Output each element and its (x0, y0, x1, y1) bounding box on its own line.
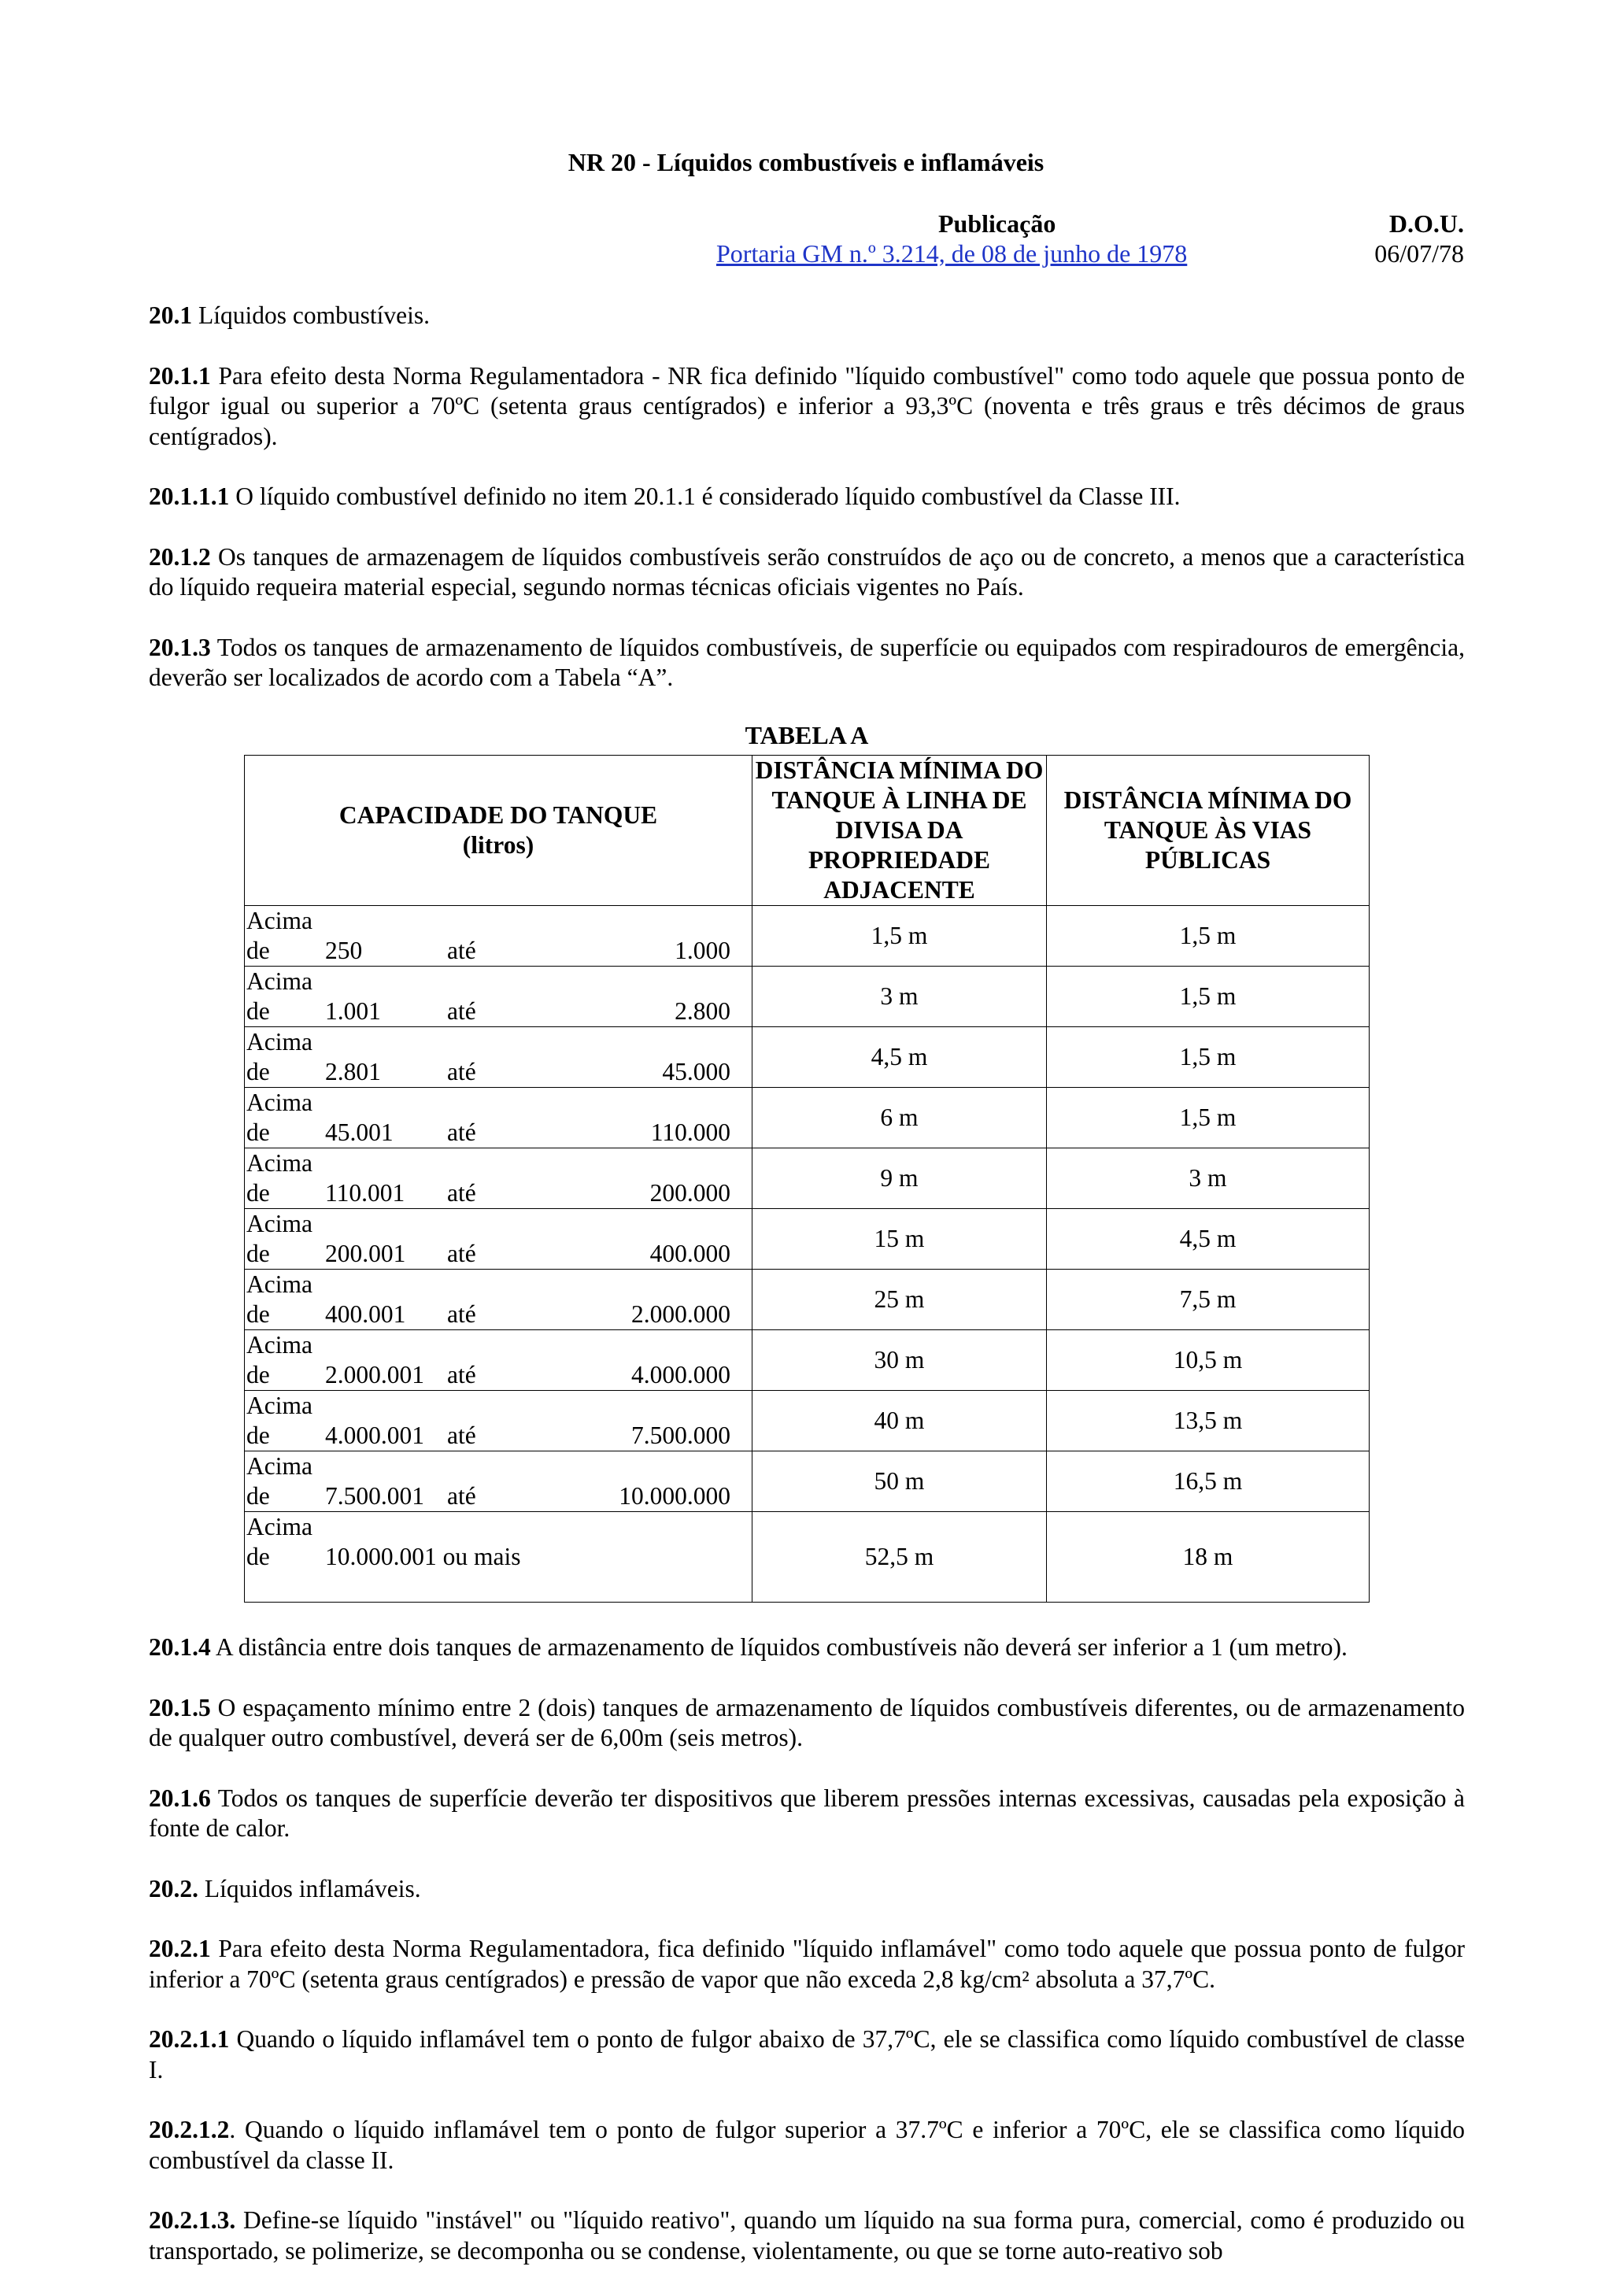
road-distance-cell: 1,5 m (1047, 1088, 1370, 1148)
document-body (149, 301, 1465, 2296)
road-distance-cell: 7,5 m (1047, 1270, 1370, 1330)
capacity-cell (245, 1451, 752, 1512)
property-distance-header: DISTÂNCIA MÍNIMA DO TANQUE À LINHA DE DIVISA DA PROPRIEDADE ADJACENTE (752, 756, 1047, 906)
table-row (245, 967, 1370, 1027)
section-number: 20.1.1 (149, 361, 211, 390)
portaria-link[interactable]: Portaria GM n.º 3.214, de 08 de junho de 1978 (716, 239, 1188, 268)
road-distance-cell: 1,5 m (1047, 967, 1370, 1027)
table-row (245, 1027, 1370, 1088)
capacity-to: 45.000 (662, 1058, 730, 1085)
table-row (245, 1270, 1370, 1330)
section-number: 20.1.4 (149, 1633, 211, 1661)
road-distance-cell: 16,5 m (1047, 1451, 1370, 1512)
capacity-prefix: Acima de (246, 1331, 312, 1388)
road-distance-cell: 4,5 m (1047, 1209, 1370, 1270)
capacity-cell (245, 1330, 752, 1391)
road-distance-cell: 18 m (1047, 1512, 1370, 1603)
capacity-cell (245, 1088, 752, 1148)
property-distance-cell: 1,5 m (752, 906, 1047, 967)
after-table-section (149, 1632, 1465, 2266)
capacity-from: 4.000.001 (325, 1422, 424, 1449)
capacity-header-line2: (litros) (462, 831, 534, 859)
paragraph-20-1-4 (149, 1632, 1465, 1663)
distance-table (244, 755, 1370, 1603)
capacity-to: 2.800 (675, 997, 730, 1025)
section-number: 20.2.1 (149, 1935, 211, 1962)
capacity-prefix: Acima de (246, 1452, 312, 1510)
section-number: 20.1.5 (149, 1693, 211, 1721)
capacity-from: 200.001 (325, 1240, 406, 1267)
paragraph-text: . Quando o líquido inflamável tem o ponto de fulgor superior a 37.7ºC e inferior a 70ºC, ele se classifica como líquido combustível da classe II. (149, 2116, 1465, 2174)
capacity-prefix: Acima de (246, 1028, 312, 1085)
capacity-to-label: até (447, 937, 476, 964)
capacity-to: 200.000 (649, 1179, 730, 1207)
road-distance-cell: 3 m (1047, 1148, 1370, 1209)
capacity-to-label: até (447, 997, 476, 1025)
capacity-cell (245, 967, 752, 1027)
table-row (245, 1330, 1370, 1391)
section-number: 20.2.1.1 (149, 2025, 230, 2053)
property-distance-cell: 40 m (752, 1391, 1047, 1451)
paragraph-text: Os tanques de armazenagem de líquidos combustíveis serão construídos de aço ou de concreto, a menos que a característica do líquido requeira material especial, segundo normas técnicas oficiais vigentes no País. (149, 542, 1465, 601)
paragraph-20-1-1-1 (149, 482, 1465, 512)
capacity-to: 4.000.000 (631, 1361, 730, 1388)
paragraph-text: O líquido combustível definido no item 20.1.1 é considerado líquido combustível da Classe III. (229, 482, 1181, 510)
paragraph-20-1-6 (149, 1784, 1465, 1844)
capacity-from: 2.000.001 (325, 1361, 424, 1388)
publicacao-label: Publicação (938, 209, 1056, 238)
capacity-to-label: até (447, 1482, 476, 1510)
capacity-from: 110.001 (325, 1179, 405, 1207)
capacity-from: 1.001 (325, 997, 381, 1025)
paragraph-20-1-5 (149, 1693, 1465, 1754)
road-distance-cell: 1,5 m (1047, 1027, 1370, 1088)
table-row (245, 906, 1370, 967)
capacity-from: 7.500.001 (325, 1482, 424, 1510)
capacity-to-label: até (447, 1300, 476, 1328)
capacity-to-label: até (447, 1179, 476, 1207)
road-distance-cell: 10,5 m (1047, 1330, 1370, 1391)
paragraph-20-1-2 (149, 542, 1465, 603)
table-row (245, 1148, 1370, 1209)
capacity-prefix: Acima de (246, 1513, 312, 1570)
capacity-prefix: Acima de (246, 967, 312, 1025)
paragraph-text: Líquidos inflamáveis. (198, 1874, 421, 1902)
property-distance-cell: 6 m (752, 1088, 1047, 1148)
capacity-prefix: Acima de (246, 907, 312, 964)
capacity-to-label: até (447, 1240, 476, 1267)
capacity-to: 7.500.000 (631, 1422, 730, 1449)
dou-label: D.O.U. (1388, 209, 1464, 238)
paragraph-20-2-1-2 (149, 2115, 1465, 2176)
paragraph-20-2-1-3 (149, 2205, 1465, 2266)
capacity-prefix: Acima de (246, 1392, 312, 1449)
capacity-cell (245, 1209, 752, 1270)
table-row (245, 1451, 1370, 1512)
section-number: 20.2. (149, 1874, 198, 1902)
page-title: NR 20 - Líquidos combustíveis e inflamáveis (568, 148, 1044, 176)
table-caption: TABELA A (745, 720, 869, 749)
property-distance-cell: 50 m (752, 1451, 1047, 1512)
paragraph-text: Todos os tanques de armazenamento de líquidos combustíveis, de superfície ou equipados com respiradouros de emergência, deverão ser localizados de acordo com a Tabela “A”. (149, 633, 1465, 691)
table-row (245, 1088, 1370, 1148)
capacity-cell (245, 1270, 752, 1330)
capacity-to: 1.000 (675, 937, 730, 964)
capacity-to-label: até (447, 1058, 476, 1085)
capacity-to: 2.000.000 (631, 1300, 730, 1328)
capacity-to-label: até (447, 1118, 476, 1146)
capacity-from: 2.801 (325, 1058, 381, 1085)
capacity-prefix: Acima de (246, 1149, 312, 1207)
capacity-to-label: até (447, 1422, 476, 1449)
capacity-from: 400.001 (325, 1300, 406, 1328)
road-distance-cell: 1,5 m (1047, 906, 1370, 967)
section-number: 20.2.1.3. (149, 2206, 236, 2234)
paragraph-20-2-1 (149, 1934, 1465, 1995)
paragraph-text: O espaçamento mínimo entre 2 (dois) tanques de armazenamento de líquidos combustíveis diferentes, ou de armazenamento de qualquer outro combustível, deverá ser de 6,00m (seis metros). (149, 1693, 1465, 1751)
paragraph-20-1-3 (149, 633, 1465, 693)
property-distance-cell: 4,5 m (752, 1027, 1047, 1088)
property-distance-cell: 25 m (752, 1270, 1047, 1330)
capacity-prefix: Acima de (246, 1270, 312, 1328)
section-number: 20.1.6 (149, 1784, 211, 1812)
table-body (245, 906, 1370, 1603)
paragraph-text: Define-se líquido "instável" ou "líquido reativo", quando um líquido na sua forma pura, comercial, como é produzido ou transportado, se polimerize, se decomponha ou se condense, violentamente, ou que se torne auto-reativo sob (149, 2206, 1465, 2265)
capacity-cell (245, 1391, 752, 1451)
section-number: 20.1.2 (149, 542, 211, 571)
road-distance-cell: 13,5 m (1047, 1391, 1370, 1451)
capacity-cell (245, 1148, 752, 1209)
capacity-header-line1: CAPACIDADE DO TANQUE (338, 801, 658, 829)
paragraph-20-2 (149, 1874, 1465, 1905)
property-distance-cell: 15 m (752, 1209, 1047, 1270)
section-number: 20.1.3 (149, 633, 211, 661)
property-distance-cell: 3 m (752, 967, 1047, 1027)
property-distance-cell: 52,5 m (752, 1512, 1047, 1603)
capacity-prefix: Acima de (246, 1089, 312, 1146)
table-row (245, 1209, 1370, 1270)
paragraph-20-1 (149, 301, 1465, 331)
paragraph-text: Todos os tanques de superfície deverão ter dispositivos que liberem pressões internas excessivas, causadas pela exposição à fonte de calor. (149, 1784, 1465, 1842)
paragraph-text: Para efeito desta Norma Regulamentadora - NR fica definido "líquido combustível" como todo aquele que possua ponto de fulgor igual ou superior a 70ºC (setenta graus centígrados) e inferior a 93,3ºC (noventa e três graus e três décimos de graus centígrados). (149, 361, 1465, 450)
capacity-from: 250 (325, 937, 363, 964)
paragraph-20-1-1 (149, 361, 1465, 453)
section-number: 20.2.1.2 (149, 2116, 230, 2143)
capacity-cell (245, 1512, 752, 1603)
dou-date: 06/07/78 (1374, 239, 1464, 268)
capacity-header (245, 756, 752, 906)
property-distance-cell: 30 m (752, 1330, 1047, 1391)
property-distance-cell: 9 m (752, 1148, 1047, 1209)
table-header-row (245, 756, 1370, 906)
section-number: 20.1.1.1 (149, 482, 230, 510)
paragraph-text: Quando o líquido inflamável tem o ponto de fulgor abaixo de 37,7ºC, ele se classifica como líquido combustível de classe I. (149, 2025, 1465, 2083)
capacity-cell (245, 1027, 752, 1088)
capacity-cell (245, 906, 752, 967)
table-row (245, 1391, 1370, 1451)
capacity-to: 110.000 (650, 1118, 730, 1146)
capacity-to: 10.000.000 (619, 1482, 730, 1510)
capacity-prefix: Acima de (246, 1210, 312, 1267)
capacity-to: 400.000 (649, 1240, 730, 1267)
capacity-to-label: até (447, 1361, 476, 1388)
paragraph-text: A distância entre dois tanques de armazenamento de líquidos combustíveis não deverá ser inferior a 1 (um metro). (210, 1633, 1348, 1661)
section-number: 20.1 (149, 301, 193, 329)
paragraph-text: Líquidos combustíveis. (192, 301, 430, 329)
road-distance-header: DISTÂNCIA MÍNIMA DO TANQUE ÀS VIAS PÚBLICAS (1047, 756, 1370, 906)
paragraph-text: Para efeito desta Norma Regulamentadora, fica definido "líquido inflamável" como todo aquele que possua ponto de fulgor inferior a 70ºC (setenta graus centígrados) e pressão de vapor que não exceda 2,8 kg/cm² absoluta a 37,7ºC. (149, 1935, 1465, 1993)
paragraph-20-2-1-1 (149, 2024, 1465, 2085)
capacity-from: 45.001 (325, 1118, 394, 1146)
capacity-from: 10.000.001 ou mais (325, 1543, 521, 1570)
table-row (245, 1512, 1370, 1603)
